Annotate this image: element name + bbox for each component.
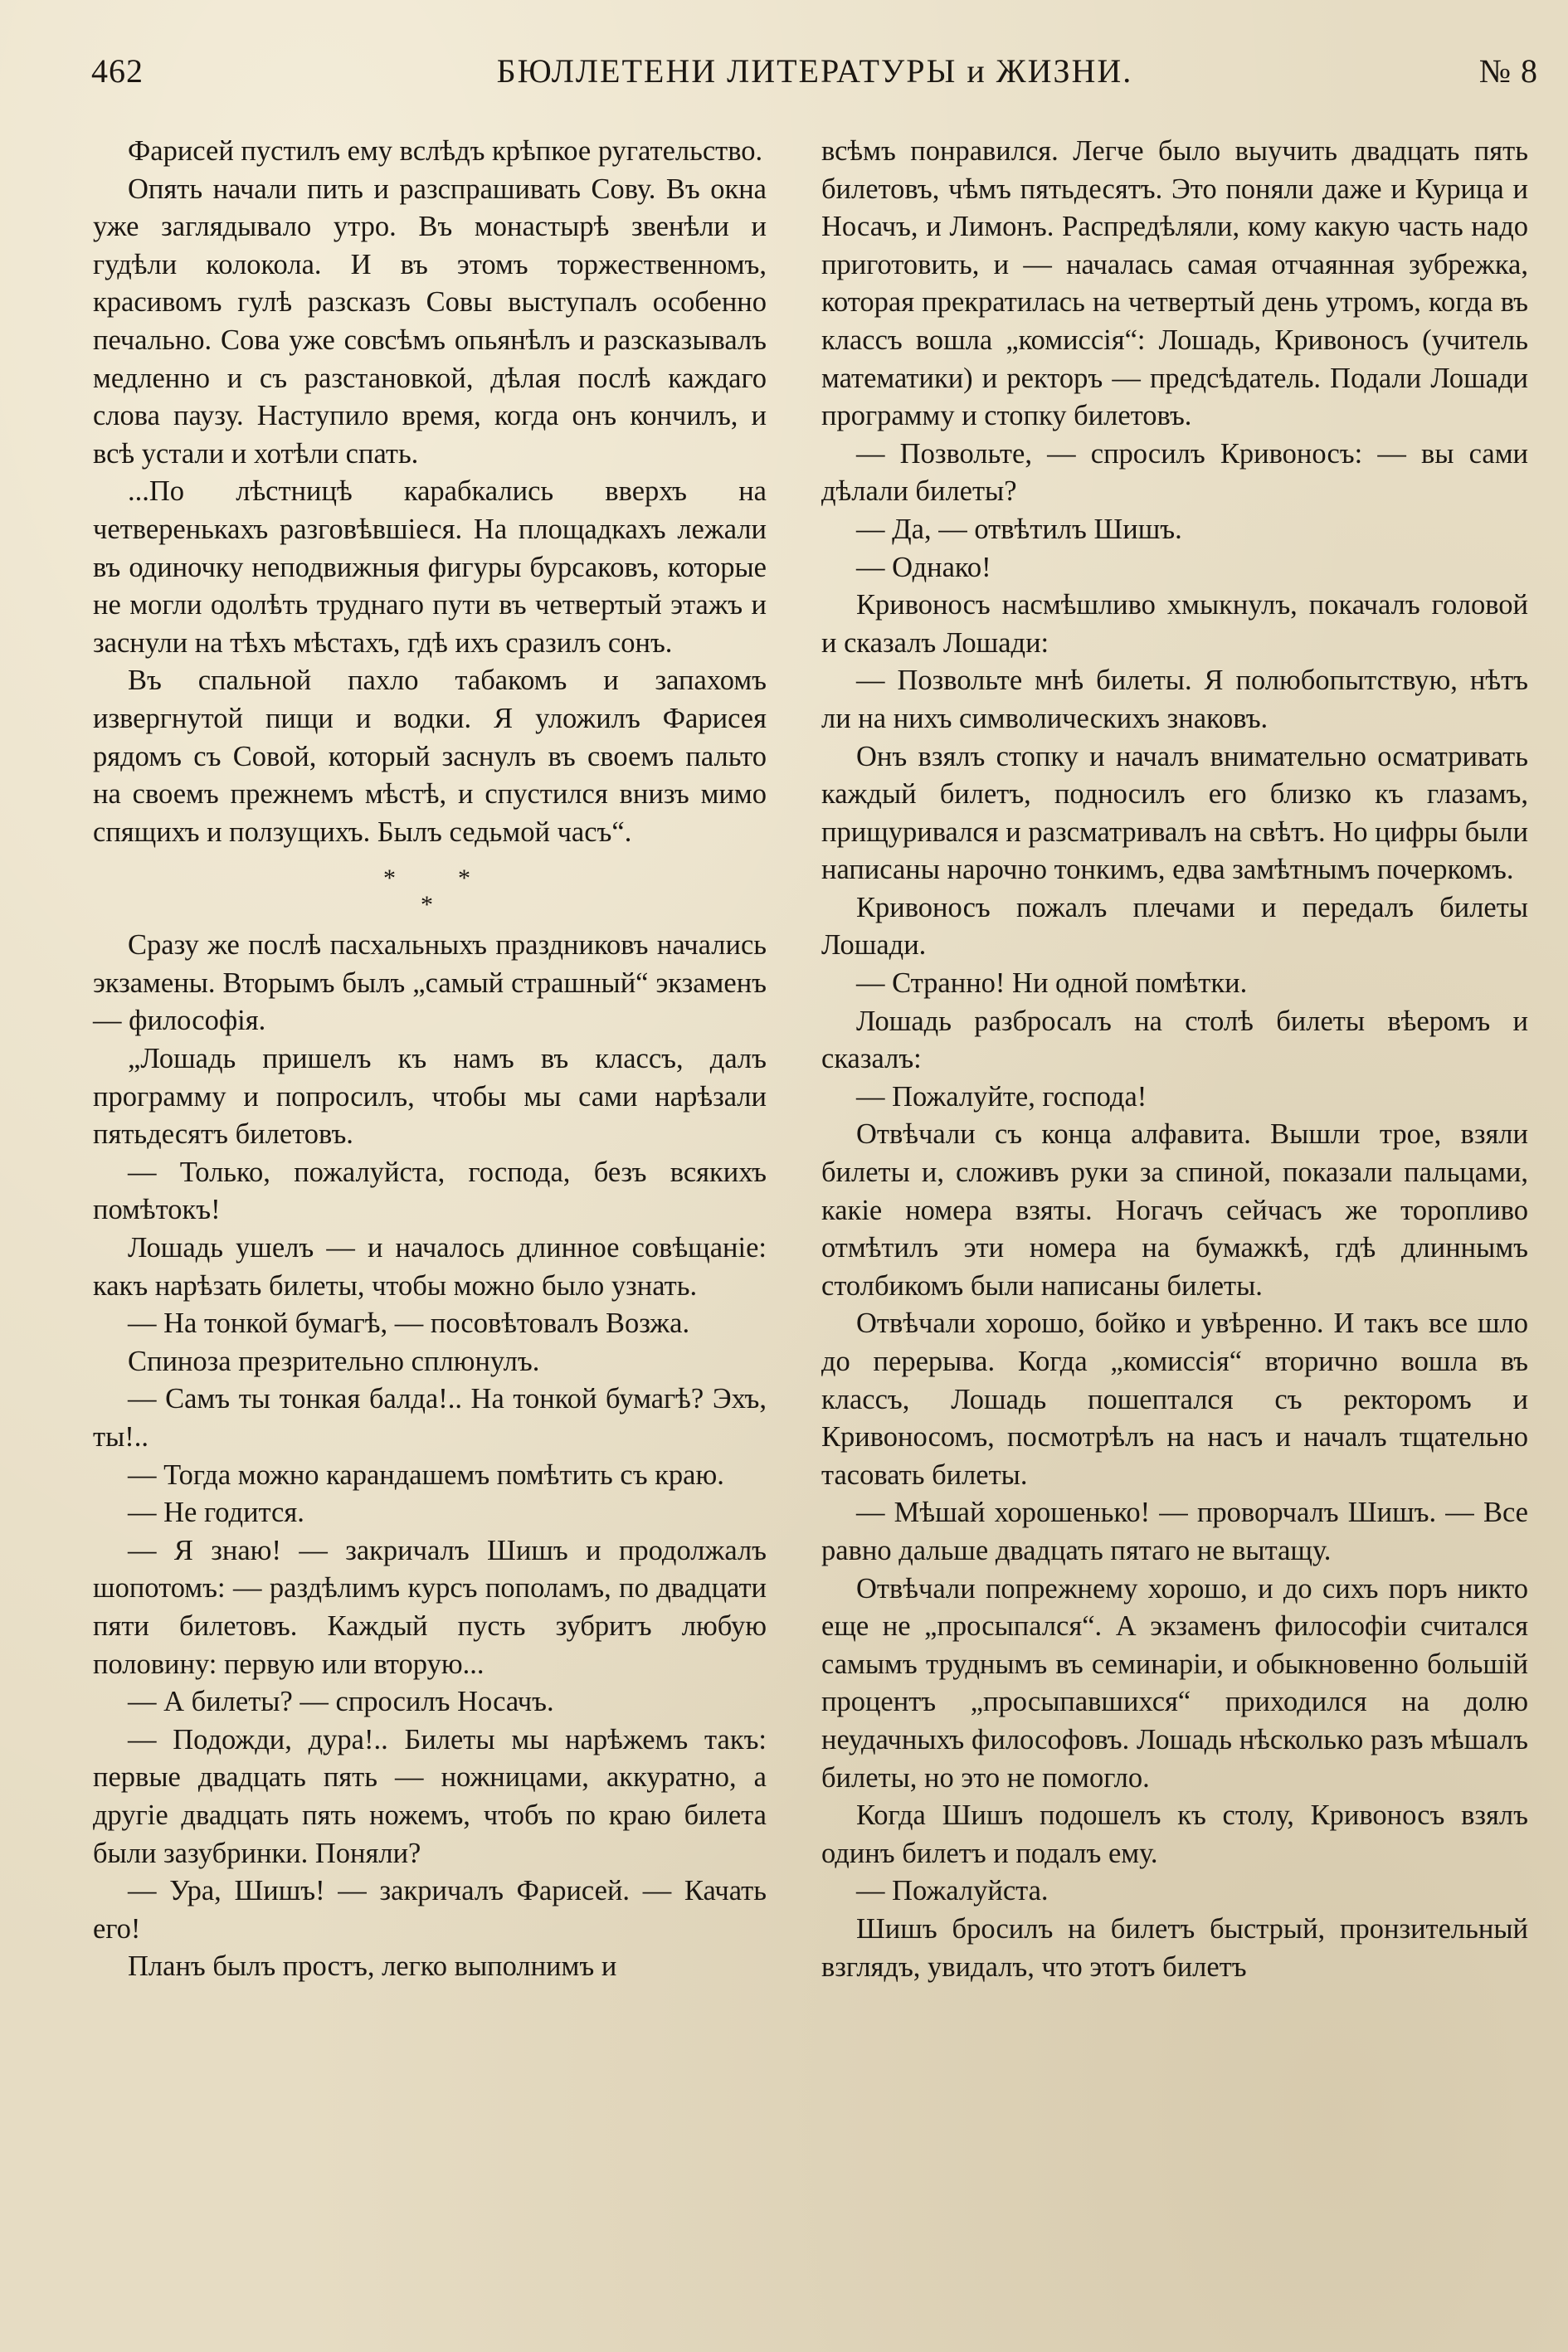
paragraph-continuation: всѣмъ понравился. Легче было выучить двадцать пять билетовъ, чѣмъ пятьдесятъ. Это поняли даже и Курица и Носачъ, и Лимонъ. Распредѣляли, кому какую часть надо приготовить, и — началась самая отчаянная зубрежка, которая прекратилась на четвертый день утромъ, когда въ классъ вошла „комиссiя“: Лошадь, Кривоносъ (учитель математики) и ректоръ — предсѣдатель. Подали Лошади программу и стопку билетовъ. bbox=[821, 135, 1528, 432]
paragraph: Въ спальной пахло табакомъ и запахомъ извергнутой пищи и водки. Я уложилъ Фарисея рядомъ съ Совой, который заснулъ въ своемъ пальто на своемъ прежнемъ мѣстѣ, и спустился внизъ мимо спящихъ и ползущихъ. Былъ седьмой часъ“. bbox=[93, 665, 767, 848]
page-header bbox=[91, 51, 1538, 101]
paragraph: — Да, — отвѣтилъ Шишъ. bbox=[856, 513, 1182, 545]
paragraph: Шишъ бросилъ на билетъ быстрый, пронзительный взглядъ, увидалъ, что этотъ билетъ bbox=[821, 1912, 1528, 1983]
paragraph: Сразу же послѣ пасхальныхъ праздниковъ начались экзамены. Вторымъ былъ „самый страшный“ экзаменъ — философiя. bbox=[93, 929, 767, 1037]
asterisk: * bbox=[458, 864, 470, 893]
paragraph: Отвѣчали попрежнему хорошо, и до сихъ поръ никто еще не „просыпался“. А экзаменъ философiи считался самымъ труднымъ въ семинарiи, и обыкновенно большiй процентъ „просыпавшихся“ приходился на долю неудачныхъ философовъ. Лошадь нѣсколько разъ мѣшалъ билеты, но это не помогло. bbox=[821, 1572, 1528, 1794]
paragraph: Кривоносъ насмѣшливо хмыкнулъ, покачалъ головой и сказалъ Лошади: bbox=[821, 589, 1528, 659]
asterisk: * bbox=[421, 891, 433, 919]
paragraph: Отвѣчали хорошо, бойко и увѣренно. И такъ все шло до перерыва. Когда „комиссiя“ вторично вошла въ классъ, Лошадь пошептался съ ректоромъ и Кривоносомъ, посмотрѣлъ на насъ и началъ тщательно тасовать билеты. bbox=[821, 1307, 1528, 1491]
paragraph: Онъ взялъ стопку и началъ внимательно осматривать каждый билетъ, подносилъ его близко къ глазамъ, прищуривался и разсматривалъ на свѣтъ. Но цифры были написаны нарочно тонкимъ, едва замѣтнымъ почеркомъ. bbox=[821, 740, 1528, 886]
paragraph: — Однако! bbox=[856, 551, 991, 583]
paragraph: Лошадь разбросалъ на столѣ билеты вѣеромъ и сказалъ: bbox=[821, 1005, 1528, 1075]
page-number: 462 bbox=[91, 52, 144, 90]
paragraph: — А билеты? — спросилъ Носачъ. bbox=[128, 1686, 554, 1718]
paragraph: Лошадь ушелъ — и началось длинное совѣщанiе: какъ нарѣзать билеты, чтобы можно было узнать. bbox=[93, 1232, 767, 1302]
paragraph: Отвѣчали съ конца алфавита. Вышли трое, взяли билеты и, сложивъ руки за спиной, показали пальцами, какiе номера взяты. Ногачъ сейчасъ же торопливо отмѣтилъ эти номера на бумажкѣ, гдѣ длиннымъ столбикомъ были написаны билеты. bbox=[821, 1118, 1528, 1302]
section-break-asterism bbox=[93, 851, 767, 927]
left-column bbox=[93, 133, 767, 1986]
paragraph: — Пожалуйте, господа! bbox=[856, 1080, 1147, 1113]
journal-title: БЮЛЛЕТЕНИ ЛИТЕРАТУРЫ и ЖИЗНИ. bbox=[496, 52, 1133, 90]
paragraph: „Лошадь пришелъ къ намъ въ классъ, далъ программу и попросилъ, чтобы мы сами нарѣзали пятьдесятъ билетовъ. bbox=[93, 1043, 767, 1151]
issue-number: № 8 bbox=[1478, 52, 1538, 90]
paragraph: — Не годится. bbox=[128, 1497, 304, 1529]
paragraph: Фарисей пустилъ ему вслѣдъ крѣпкое ругательство. bbox=[128, 135, 763, 167]
paragraph: — Позвольте мнѣ билеты. Я полюбопытствую, нѣтъ ли на нихъ символическихъ знаковъ. bbox=[821, 665, 1528, 734]
asterisk: * bbox=[383, 864, 396, 893]
paragraph: — На тонкой бумагѣ, — посовѣтовалъ Возжа. bbox=[128, 1307, 690, 1340]
paragraph: — Позвольте, — спросилъ Кривоносъ: — вы сами дѣлали билеты? bbox=[821, 437, 1528, 508]
paragraph: — Мѣшай хорошенько! — проворчалъ Шишъ. — Все равно дальше двадцать пятаго не вытащу. bbox=[821, 1497, 1528, 1566]
paragraph: — Ура, Шишъ! — закричалъ Фарисей. — Качать его! bbox=[93, 1875, 767, 1945]
paragraph: Когда Шишъ подошелъ къ столу, Кривоносъ взялъ одинъ билетъ и подалъ ему. bbox=[821, 1799, 1528, 1869]
paragraph: — Тогда можно карандашемъ помѣтить съ краю. bbox=[128, 1458, 724, 1491]
right-column bbox=[821, 133, 1528, 1986]
paragraph: — Странно! Ни одной помѣтки. bbox=[856, 967, 1248, 1000]
paragraph: Спиноза презрительно сплюнулъ. bbox=[128, 1345, 540, 1377]
paragraph: Планъ былъ простъ, легко выполнимъ и bbox=[128, 1950, 617, 1983]
paragraph: — Я знаю! — закричалъ Шишъ и продолжалъ шопотомъ: — раздѣлимъ курсъ пополамъ, по двадцати пяти билетовъ. Каждый пусть зубритъ любую половину: первую или вторую... bbox=[93, 1534, 767, 1680]
paragraph: ...По лѣстницѣ карабкались вверхъ на четверенькахъ разговѣвшiеся. На площадкахъ лежали въ одиночку неподвижныя фигуры бурсаковъ, которые не могли одолѣть труднаго пути въ четвертый этажъ и заснули на тѣхъ мѣстахъ, гдѣ ихъ сразилъ сонъ. bbox=[93, 475, 767, 659]
paragraph: — Только, пожалуйста, господа, безъ всякихъ помѣтокъ! bbox=[93, 1156, 767, 1226]
paragraph: — Подожди, дура!.. Билеты мы нарѣжемъ такъ: первые двадцать пять — ножницами, аккуратно, а другiе двадцать пять ножемъ, чтобъ по краю билета были зазубринки. Поняли? bbox=[93, 1723, 767, 1869]
paragraph: — Самъ ты тонкая балда!.. На тонкой бумагѣ? Эхъ, ты!.. bbox=[93, 1383, 767, 1453]
paragraph: — Пожалуйста. bbox=[856, 1875, 1049, 1907]
paragraph: Кривоносъ пожалъ плечами и передалъ билеты Лошади. bbox=[821, 891, 1528, 962]
paragraph: Опять начали пить и разспрашивать Сову. Въ окна уже заглядывало утро. Въ монастырѣ звенѣли и гудѣли колокола. И въ этомъ торжественномъ, красивомъ гулѣ разсказъ Совы выступалъ особенно печально. Сова уже совсѣмъ опьянѣлъ и разсказывалъ медленно и съ разстановкой, дѣлая послѣ каждаго слова паузу. Наступило время, когда онъ кончилъ, и всѣ устали и хотѣли спать. bbox=[93, 173, 767, 470]
